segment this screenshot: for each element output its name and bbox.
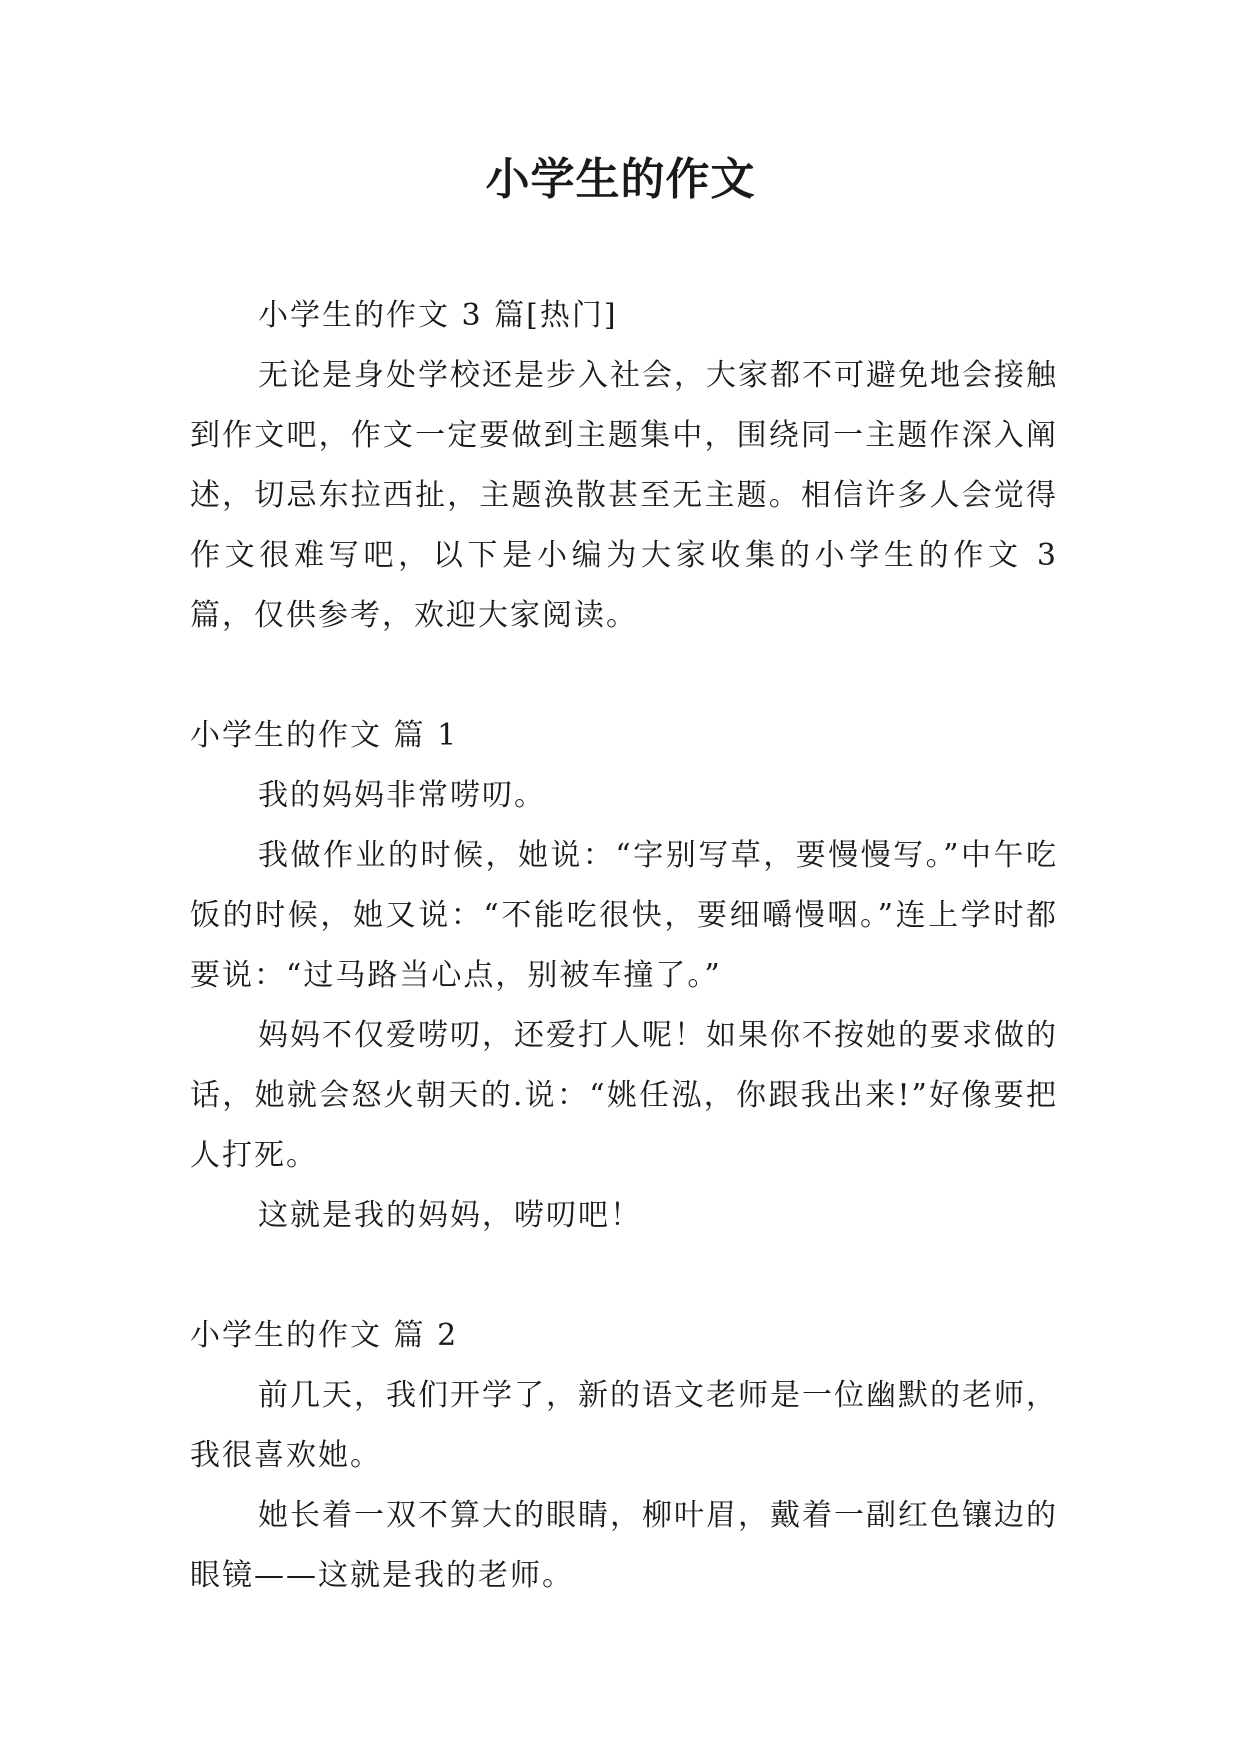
document-body (190, 286, 1058, 1606)
section-spacer (190, 1246, 1058, 1306)
document-title: 小学生的作文 (485, 154, 756, 205)
section-1-paragraph-3: 妈妈不仅爱唠叨，还爱打人呢！如果你不按她的要求做的话，她就会怒火朝天的.说：“姚任泓，你跟我出来!”好像要把人打死。 (190, 1018, 1058, 1173)
section-1-paragraph-1: 我的妈妈非常唠叨。 (258, 778, 546, 813)
document-subtitle: 小学生的作文 3 篇[热门] (258, 298, 618, 333)
section-heading-1: 小学生的作文 篇 1 (190, 718, 459, 753)
section-heading-2: 小学生的作文 篇 2 (190, 1318, 459, 1353)
section-1-paragraph-4: 这就是我的妈妈，唠叨吧！ (258, 1198, 642, 1233)
intro-paragraph: 无论是身处学校还是步入社会，大家都不可避免地会接触到作文吧，作文一定要做到主题集中，围绕同一主题作深入阐述，切忌东拉西扯，主题涣散甚至无主题。相信许多人会觉得作文很难写吧，以下是小编为大家收集的小学生的作文 3 篇，仅供参考，欢迎大家阅读。 (190, 358, 1058, 633)
section-2-paragraph-1: 前几天，我们开学了，新的语文老师是一位幽默的老师，我很喜欢她。 (190, 1378, 1058, 1473)
section-2-paragraph-2: 她长着一双不算大的眼睛，柳叶眉，戴着一副红色镶边的眼镜——这就是我的老师。 (190, 1498, 1058, 1593)
section-spacer (190, 646, 1058, 706)
section-1-paragraph-2: 我做作业的时候，她说：“字别写草，要慢慢写。”中午吃饭的时候，她又说：“不能吃很快，要细嚼慢咽。”连上学时都要说：“过马路当心点，别被车撞了。” (190, 838, 1058, 993)
